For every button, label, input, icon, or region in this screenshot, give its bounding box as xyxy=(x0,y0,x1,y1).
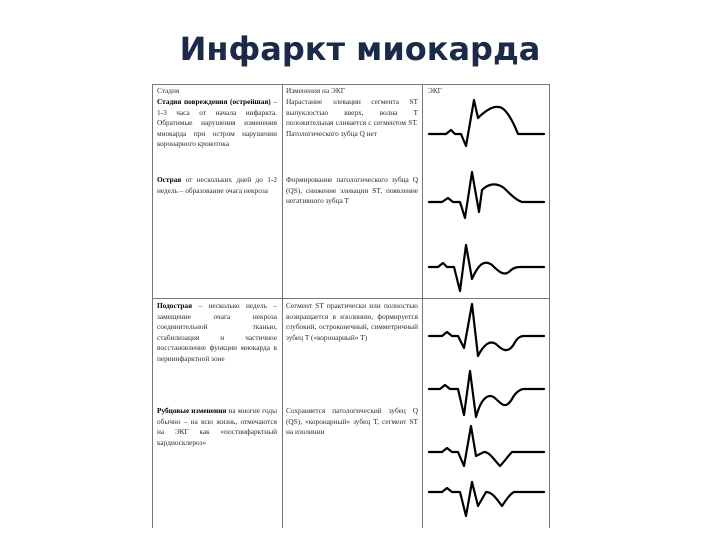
ecg-trace-scar-1 xyxy=(424,422,548,476)
row-2-stage-desc: от нескольких дней до 1-2 недель – образование очага некроза xyxy=(157,175,277,195)
row-3-stage-name: Подострая xyxy=(157,301,193,310)
table-border-top xyxy=(152,84,550,85)
row-1-stage xyxy=(157,97,277,150)
column-divider-2 xyxy=(422,84,423,528)
row-2-stage-name: Острая xyxy=(157,175,182,184)
slide-title: Инфаркт миокарда xyxy=(179,30,541,68)
table-border-left xyxy=(152,84,153,528)
row-1-stage-name: Стадия повреждения (острейшая) xyxy=(157,97,271,106)
ecg-trace-acute-1 xyxy=(424,164,548,228)
ecg-trace-subacute-2 xyxy=(424,365,548,425)
header-ecg-changes: Изменения на ЭКГ xyxy=(286,86,345,95)
row-4-stage-desc: на многие годы обычно – на всю жизнь, отмечаются на ЭКГ как «постинфарктный кардиосклероз» xyxy=(157,406,277,447)
ecg-trace-injury xyxy=(424,90,548,160)
row-2-stage xyxy=(157,175,277,196)
row-4-changes: Сохраняется патологический зубец Q (QS), «коронарный» зубец T, сегмент ST на изолинии xyxy=(286,406,418,437)
ecg-trace-scar-2 xyxy=(424,476,548,528)
column-divider-1 xyxy=(282,84,283,528)
header-ecg: ЭКГ xyxy=(428,86,442,95)
ecg-stages-table xyxy=(152,84,550,528)
header-stage: Стадия xyxy=(157,86,180,95)
row-4-stage-name: Рубцовые изменения xyxy=(157,406,227,415)
row-3-changes: Сегмент ST практически или полностью возвращается в изолинию, формируется глубокий, остроконечный, симметричный зубец T («коронарный» T) xyxy=(286,301,418,342)
ecg-trace-acute-2 xyxy=(424,229,548,297)
row-1-stage-desc: – 1-3 часа от начала инфаркта. Обратимые нарушения изменения миокарда при остром нарушении коронарного кровотока xyxy=(157,97,278,149)
ecg-trace-subacute-1 xyxy=(424,298,548,366)
row-1-changes: Нарастание элевации сегмента ST выпуклостью вверх, волна T положительная сливается с сегментом ST. Патологического зубца Q нет xyxy=(286,97,418,138)
row-3-stage-desc: – несколько недель – замещение очага некроза соединительной тканью, стабилизация и частичное восстановление функции миокарда в периинфарктной зоне xyxy=(157,301,277,363)
table-border-right xyxy=(549,84,550,528)
row-3-stage xyxy=(157,301,277,365)
row-2-changes: Формирование патологического зубца Q (QS), снижение элевации ST, появление негативного зубца T xyxy=(286,175,418,206)
row-4-stage xyxy=(157,406,277,448)
